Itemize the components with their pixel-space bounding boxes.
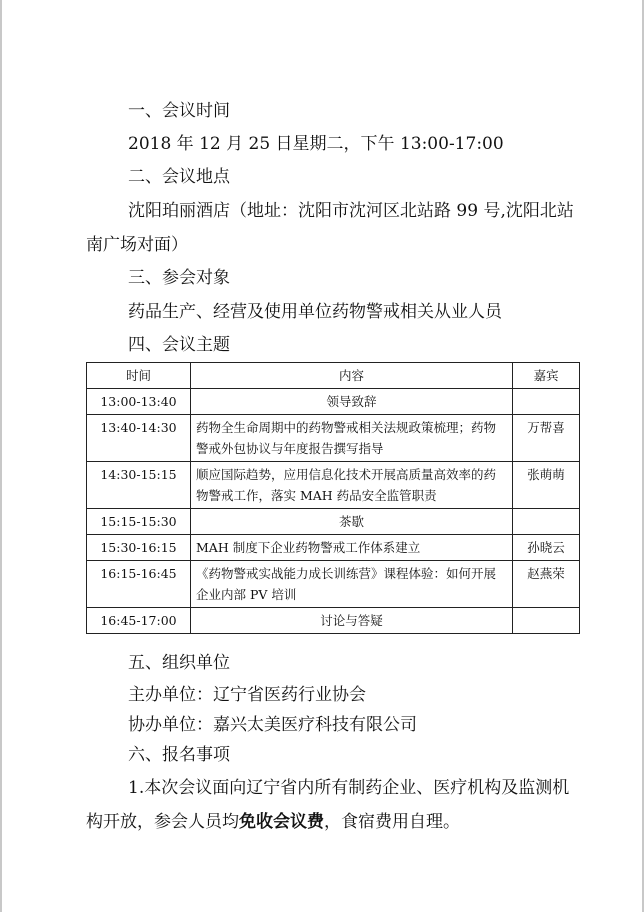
agenda-content: 讨论与答疑 bbox=[191, 608, 513, 634]
table-row bbox=[87, 509, 580, 535]
agenda-time: 16:15-16:45 bbox=[87, 561, 191, 608]
registration-line2 bbox=[86, 811, 460, 833]
agenda-guest: 万帮喜 bbox=[513, 415, 580, 462]
meeting-place-line2: 南广场对面） bbox=[86, 235, 188, 255]
meeting-place-line1: 沈阳珀丽酒店（地址：沈阳市沈河区北站路 99 号,沈阳北站 bbox=[128, 201, 574, 221]
agenda-content: 《药物警戒实战能力成长训练营》课程体验：如何开展企业内部 PV 培训 bbox=[191, 561, 513, 608]
co-organizer: 协办单位：嘉兴太美医疗科技有限公司 bbox=[128, 715, 417, 735]
agenda-guest bbox=[513, 608, 580, 634]
agenda-guest bbox=[513, 389, 580, 415]
agenda-guest: 孙晓云 bbox=[513, 535, 580, 561]
agenda-content: MAH 制度下企业药物警戒工作体系建立 bbox=[191, 535, 513, 561]
registration-line2-end: ，食宿费用自理。 bbox=[324, 812, 460, 832]
registration-line2-start: 构开放，参会人员均 bbox=[86, 812, 239, 832]
agenda-guest: 赵燕荣 bbox=[513, 561, 580, 608]
agenda-header-content: 内容 bbox=[191, 363, 513, 389]
agenda-time: 13:00-13:40 bbox=[87, 389, 191, 415]
table-row bbox=[87, 462, 580, 509]
section-heading-theme: 四、会议主题 bbox=[128, 335, 230, 355]
table-row bbox=[87, 535, 580, 561]
table-row bbox=[87, 415, 580, 462]
agenda-guest: 张萌萌 bbox=[513, 462, 580, 509]
section-heading-organizer: 五、组织单位 bbox=[128, 653, 230, 673]
agenda-time: 14:30-15:15 bbox=[87, 462, 191, 509]
meeting-time-text: 2018 年 12 月 25 日星期二，下午 13:00-17:00 bbox=[128, 134, 504, 154]
agenda-header-time: 时间 bbox=[87, 363, 191, 389]
agenda-time: 16:45-17:00 bbox=[87, 608, 191, 634]
agenda-time: 15:15-15:30 bbox=[87, 509, 191, 535]
table-row bbox=[87, 389, 580, 415]
agenda-time: 13:40-14:30 bbox=[87, 415, 191, 462]
registration-line1: 1.本次会议面向辽宁省内所有制药企业、医疗机构及监测机 bbox=[128, 778, 570, 798]
agenda-content: 顺应国际趋势，应用信息化技术开展高质量高效率的药物警戒工作，落实 MAH 药品安全监管职责 bbox=[191, 462, 513, 509]
page-edge-left bbox=[0, 0, 2, 912]
table-row bbox=[87, 608, 580, 634]
agenda-time: 15:30-16:15 bbox=[87, 535, 191, 561]
free-fee-emphasis: 免收会议费 bbox=[239, 812, 324, 832]
agenda-header-row bbox=[87, 363, 580, 389]
host-organizer: 主办单位：辽宁省医药行业协会 bbox=[128, 685, 366, 705]
section-heading-audience: 三、参会对象 bbox=[128, 268, 230, 288]
audience-text: 药品生产、经营及使用单位药物警戒相关从业人员 bbox=[128, 302, 502, 322]
section-heading-time: 一、会议时间 bbox=[128, 101, 230, 121]
section-heading-place: 二、会议地点 bbox=[128, 167, 230, 187]
agenda-content: 领导致辞 bbox=[191, 389, 513, 415]
agenda-content: 茶歇 bbox=[191, 509, 513, 535]
table-row bbox=[87, 561, 580, 608]
agenda-header-guest: 嘉宾 bbox=[513, 363, 580, 389]
section-heading-registration: 六、报名事项 bbox=[128, 745, 230, 765]
agenda-content: 药物全生命周期中的药物警戒相关法规政策梳理；药物警戒外包协议与年度报告撰写指导 bbox=[191, 415, 513, 462]
agenda-table bbox=[86, 362, 580, 634]
agenda-guest bbox=[513, 509, 580, 535]
